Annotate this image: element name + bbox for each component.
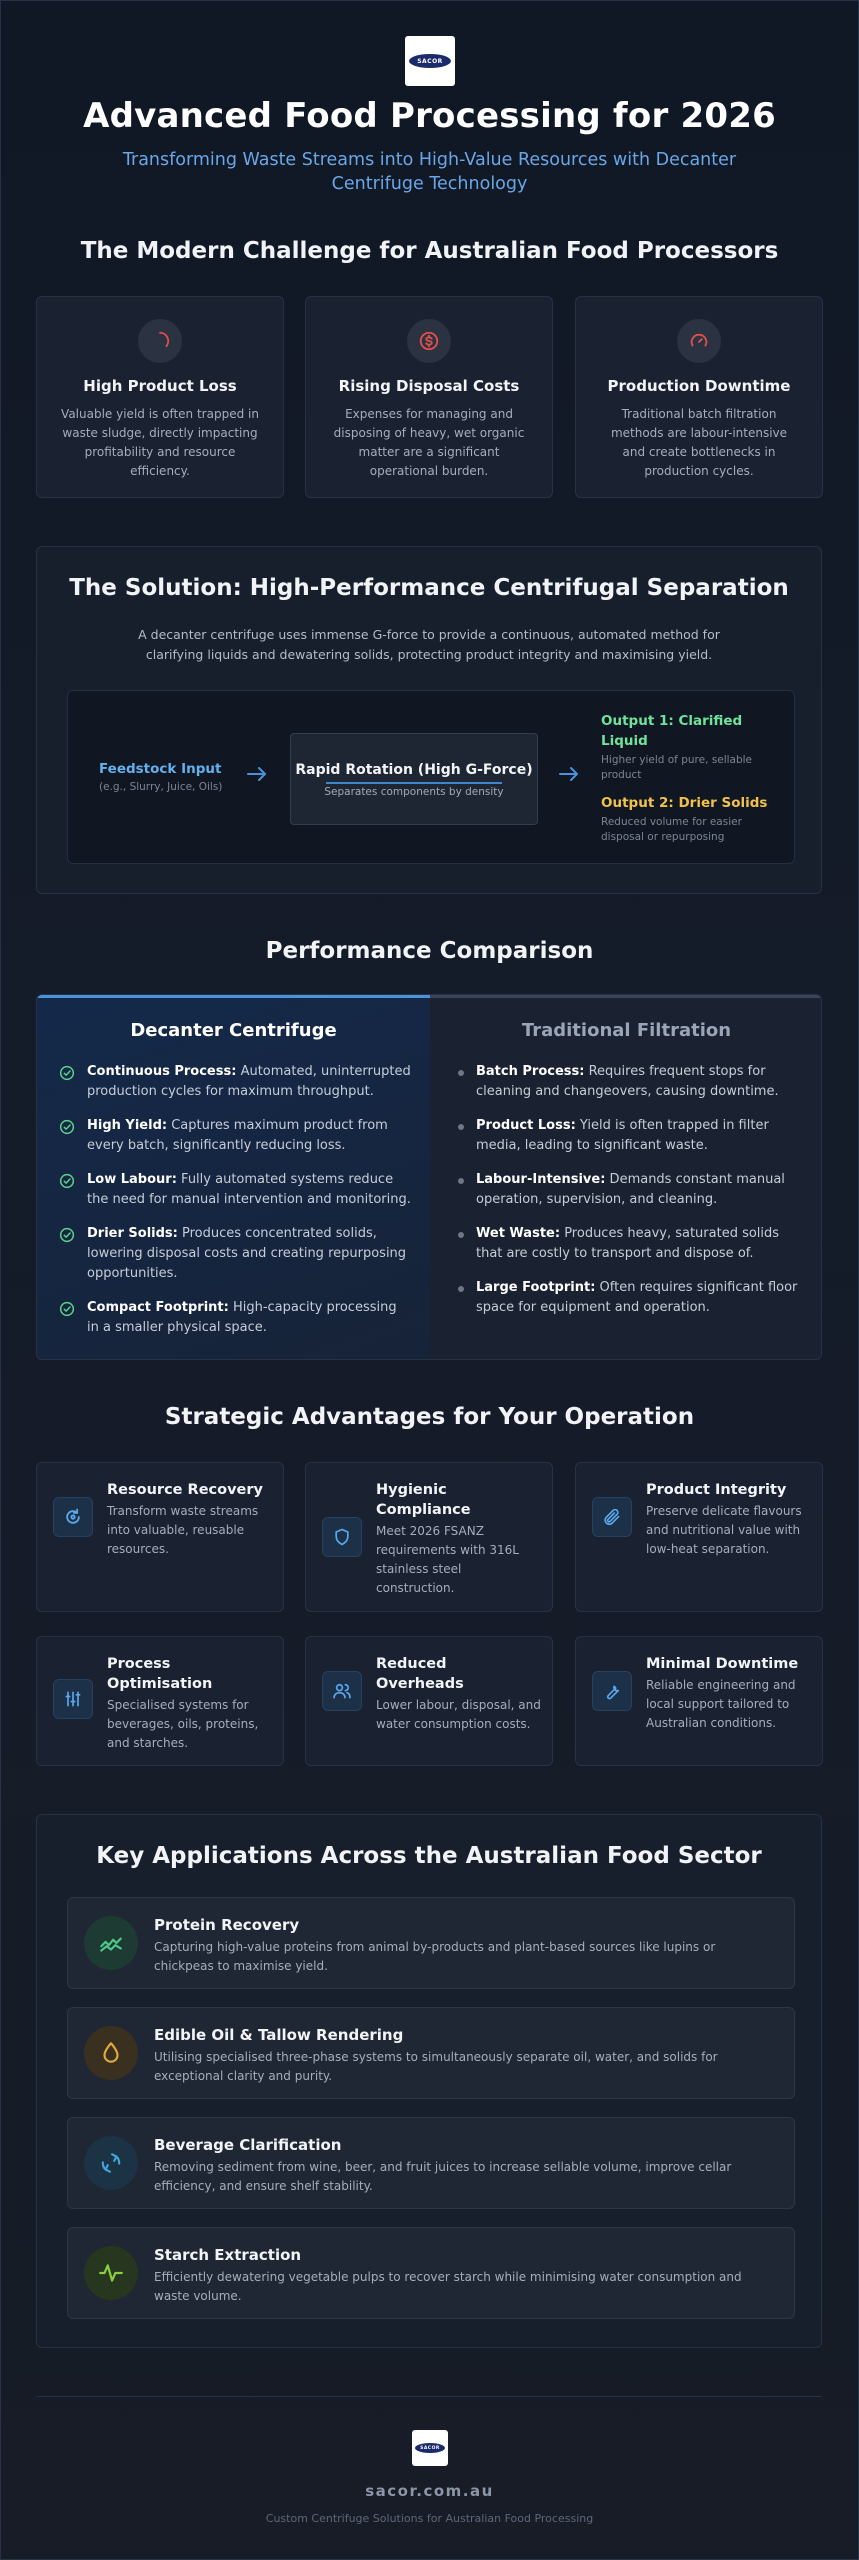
flow-input <box>99 761 222 793</box>
advantage-card <box>575 1462 823 1612</box>
logo-text: SACOR <box>409 54 451 68</box>
bullet-icon <box>458 1178 464 1184</box>
advantage-title: Product Integrity <box>646 1482 787 1498</box>
advantage-text: Reliable engineering and local support tailored to Australian conditions. <box>646 1678 796 1730</box>
page-title: Advanced Food Processing for 2026 <box>83 96 776 136</box>
filtration-column <box>430 995 822 1359</box>
bullet-icon <box>458 1070 464 1076</box>
footer-site-link[interactable]: sacor.com.au <box>365 2482 494 2500</box>
item-label: Drier Solids: <box>87 1226 178 1241</box>
advantage-card <box>36 1636 284 1766</box>
filtration-column-title: Traditional Filtration <box>521 1020 732 1041</box>
application-title: Beverage Clarification <box>154 2136 342 2154</box>
droplet-icon <box>84 2026 138 2080</box>
advantage-card <box>305 1636 553 1766</box>
list-item <box>61 1116 411 1156</box>
process-underline <box>326 782 502 784</box>
arrow-right-icon <box>246 765 268 787</box>
advantage-title: Resource Recovery <box>107 1482 263 1498</box>
item-text: High-capacity processing in a smaller physical space. <box>87 1300 397 1335</box>
check-circle-icon <box>59 1173 75 1189</box>
flow-output-solids <box>601 793 781 845</box>
advantage-text: Meet 2026 FSANZ requirements with 316L stainless steel construction. <box>376 1524 519 1595</box>
footer-divider <box>36 2396 822 2397</box>
advantage-card <box>575 1636 823 1766</box>
input-label: Feedstock Input <box>99 761 222 777</box>
advantage-title: Process Optimisation <box>107 1656 213 1692</box>
challenge-text: Valuable yield is often trapped in waste sludge, directly impacting profitability and resource efficiency. <box>61 407 259 478</box>
flow-output-liquid <box>601 711 781 783</box>
solution-description: A decanter centrifuge uses immense G-force to provide a continuous, automated method for clarifying liquids and dewatering solids, protecting product integrity and maximising yield. <box>138 627 720 662</box>
users-icon <box>322 1671 362 1711</box>
item-label: Wet Waste: <box>476 1226 561 1241</box>
list-item <box>61 1298 411 1338</box>
check-circle-icon <box>59 1301 75 1317</box>
application-card <box>67 2227 795 2319</box>
application-card <box>67 1897 795 1989</box>
application-card <box>67 2117 795 2209</box>
flow-process <box>290 733 538 825</box>
challenge-title: Production Downtime <box>607 377 791 395</box>
application-title: Starch Extraction <box>154 2246 302 2264</box>
advantage-title: Reduced Overheads <box>376 1656 464 1692</box>
check-circle-icon <box>59 1065 75 1081</box>
trend-icon <box>84 1916 138 1970</box>
check-circle-icon <box>59 1227 75 1243</box>
list-item <box>454 1062 804 1102</box>
application-title: Protein Recovery <box>154 1916 300 1934</box>
application-title: Edible Oil & Tallow Rendering <box>154 2026 404 2044</box>
item-label: Batch Process: <box>476 1064 585 1079</box>
solution-panel <box>36 546 822 894</box>
challenge-card <box>575 296 823 498</box>
item-label: Labour-Intensive: <box>476 1172 606 1187</box>
application-card <box>67 2007 795 2099</box>
item-label: Large Footprint: <box>476 1280 596 1295</box>
challenge-title: High Product Loss <box>83 377 237 395</box>
check-circle-icon <box>59 1119 75 1135</box>
bullet-icon <box>458 1124 464 1130</box>
list-item <box>61 1170 411 1210</box>
challenge-text: Traditional batch filtration methods are labour-intensive and create bottlenecks in production cycles. <box>610 407 788 478</box>
footer-logo-text: SACOR <box>415 2443 445 2453</box>
advantage-text: Transform waste streams into valuable, reusable resources. <box>107 1504 259 1556</box>
application-text: Efficiently dewatering vegetable pulps to recover starch while minimising water consumption and waste volume. <box>154 2270 742 2303</box>
item-text: Produces heavy, saturated solids that are costly to transport and dispose of. <box>476 1226 780 1261</box>
application-text: Removing sediment from wine, beer, and fruit juices to increase sellable volume, improve cellar efficiency, and ensure shelf stability. <box>154 2160 732 2193</box>
list-item <box>61 1062 411 1102</box>
item-label: High Yield: <box>87 1118 168 1133</box>
footer-logo <box>412 2430 448 2466</box>
advantage-title: Hygienic Compliance <box>376 1482 471 1518</box>
item-text: Fully automated systems reduce the need for manual intervention and monitoring. <box>87 1172 411 1207</box>
application-text: Capturing high-value proteins from animal by-products and plant-based sources like lupins or chickpeas to maximise yield. <box>154 1940 716 1973</box>
advantages-title: Strategic Advantages for Your Operation <box>164 1404 695 1430</box>
arrow-right-icon <box>558 765 580 787</box>
input-sub: (e.g., Slurry, Juice, Oils) <box>99 781 223 793</box>
sliders-icon <box>53 1679 93 1719</box>
comparison-title: Performance Comparison <box>265 938 594 964</box>
advantage-title: Minimal Downtime <box>646 1656 799 1672</box>
output1-sub: Higher yield of pure, sellable product <box>601 754 752 781</box>
advantage-card <box>305 1462 553 1612</box>
output2-sub: Reduced volume for easier disposal or repurposing <box>601 816 742 843</box>
bullet-icon <box>458 1286 464 1292</box>
page-subtitle: Transforming Waste Streams into High-Value Resources with Decanter Centrifuge Technology <box>122 150 737 194</box>
challenges-title: The Modern Challenge for Australian Food Processors <box>80 238 779 264</box>
list-item <box>454 1278 804 1318</box>
item-label: Low Labour: <box>87 1172 177 1187</box>
process-flow <box>67 690 795 864</box>
recycle-icon <box>53 1497 93 1537</box>
challenge-card <box>36 296 284 498</box>
wrench-icon <box>592 1671 632 1711</box>
pulse-icon <box>84 2246 138 2300</box>
item-label: Continuous Process: <box>87 1064 237 1079</box>
advantage-text: Specialised systems for beverages, oils, proteins, and starches. <box>107 1698 259 1750</box>
gauge-icon <box>138 319 182 363</box>
output2-label: Output 2: Drier Solids <box>601 795 768 811</box>
item-text: Often requires significant floor space for equipment and operation. <box>476 1280 798 1315</box>
process-sub: Separates components by density <box>324 786 504 798</box>
challenge-title: Rising Disposal Costs <box>338 377 520 395</box>
item-label: Product Loss: <box>476 1118 576 1133</box>
decanter-column-title: Decanter Centrifuge <box>130 1020 337 1041</box>
item-text: Automated, uninterrupted production cycles for maximum throughput. <box>87 1064 411 1099</box>
shield-icon <box>322 1517 362 1557</box>
challenge-text: Expenses for managing and disposing of heavy, wet organic matter are a significant operational burden. <box>333 407 525 478</box>
list-item <box>454 1224 804 1264</box>
item-text: Demands constant manual operation, supervision, and cleaning. <box>476 1172 785 1207</box>
dollar-icon <box>407 319 451 363</box>
item-text: Captures maximum product from every batch, significantly reducing loss. <box>87 1118 388 1153</box>
list-item <box>61 1224 411 1284</box>
comparison-table <box>36 994 822 1360</box>
advantage-card <box>36 1462 284 1612</box>
list-item <box>454 1170 804 1210</box>
solution-title: The Solution: High-Performance Centrifugal Separation <box>69 575 789 601</box>
advantage-text: Preserve delicate flavours and nutritional value with low-heat separation. <box>646 1504 802 1556</box>
footer-tagline: Custom Centrifuge Solutions for Australian Food Processing <box>265 2512 594 2525</box>
advantage-text: Lower labour, disposal, and water consumption costs. <box>376 1698 541 1731</box>
process-label: Rapid Rotation (High G-Force) <box>295 762 533 778</box>
decanter-column <box>37 995 430 1359</box>
refresh-icon <box>84 2136 138 2190</box>
paperclip-icon <box>592 1497 632 1537</box>
challenge-card <box>305 296 553 498</box>
item-text: Requires frequent stops for cleaning and changeovers, causing downtime. <box>476 1064 779 1099</box>
applications-title: Key Applications Across the Australian Food Sector <box>96 1843 762 1869</box>
clock-icon <box>677 319 721 363</box>
item-label: Compact Footprint: <box>87 1300 229 1315</box>
bullet-icon <box>458 1232 464 1238</box>
item-text: Yield is often trapped in filter media, leading to significant waste. <box>476 1118 769 1153</box>
logo <box>405 36 455 86</box>
application-text: Utilising specialised three-phase systems to simultaneously separate oil, water, and solids for exceptional clarity and purity. <box>154 2050 718 2083</box>
applications-panel <box>36 1814 822 2348</box>
list-item <box>454 1116 804 1156</box>
output1-label: Output 1: Clarified Liquid <box>601 713 743 749</box>
item-text: Produces concentrated solids, lowering disposal costs and creating repurposing opportunities. <box>87 1226 407 1281</box>
